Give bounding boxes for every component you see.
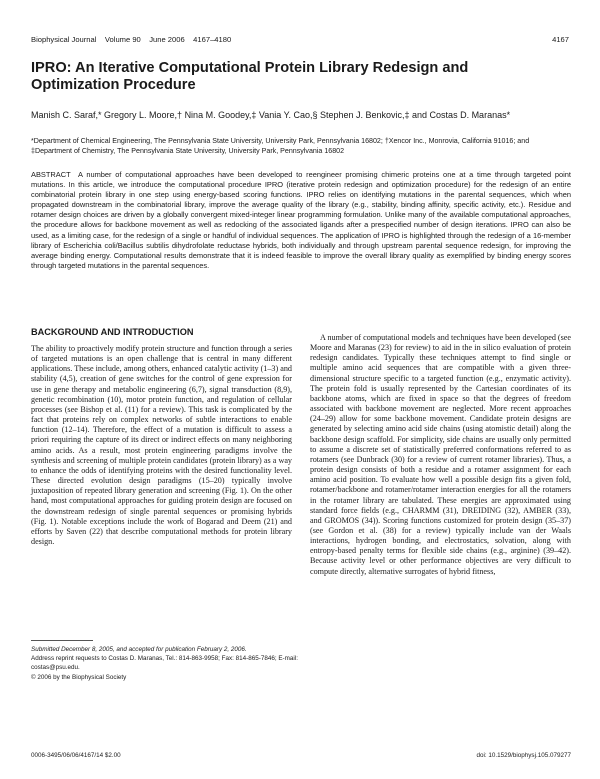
body-column-left: The ability to proactively modify protein structure and function through a series of targeted mutations is an open challenge that is central in many different applications. These include, among others, enhanced catalytic activity (1–3) and stability (4,5), creation of gene switches for the control of gene expression for use in gene therapy and metabolic engineering (6,7), signal transduction (8,9), genetic recombination (10), motor protein function, and regulation of cellular processes (see Bishop et al. (11) for a review). This task is complicated by the fact that proteins rely on complex networks of subtle interactions to enable function (12–14). Therefore, the effect of a mutation is difficult to assess a priori requiring the capture of its direct or indirect effects on many neighboring amino acids. As a result, most protein engineering paradigms involve the synthesis and screening of multiple protein candidates (protein library) as a way to enhance the odds of identifying proteins with the desired functionality level. These directed evolution design paradigms (15–20) typically involve juxtaposition of repeated library generation and screening (Fig. 1). On the other hand, most computational approaches for guiding protein design are focused on the downstream redesign of single parental sequences or promising hybrids (Fig. 1). Notable exceptions include the work of Bogarad and Deem (21) and efforts by Saven (22) that describe computational methods for protein library design. [31,344,292,546]
running-header [31,35,569,44]
journal-name: Biophysical Journal [31,35,97,44]
abstract-text: A number of computational approaches have been developed to reengineer promising chimeric proteins one at a time through targeted point mutations. In this article, we introduce the computational procedure IPRO (iterative protein redesign and optimization procedure) for the redesign of an entire combinatorial protein library in one step using energy-based scoring functions. IPRO relies on identifying mutations in the parental sequences, which when propagated downstream in the combinatorial library, improve the average quality of the library (e.g., stability, binding affinity, specific activity, etc.). Residue and rotamer design choices are driven by a globally convergent mixed-integer linear programming formulation. Unlike many of the available computational approaches, the procedure allows for backbone movement as well as redocking of the associated ligands after a prespecified number of design iterations. IPRO can also be used, as a limiting case, for the redesign of a single or handful of individual sequences. The application of IPRO is highlighted through the redesign of a 16-member library of Escherichia coli/Bacillus subtilis dihydrofolate reductase hybrids, both individually and through upstream parental sequence redesign, for improving the average binding energy. Computational results demonstrate that it is indeed feasible to improve the overall library quality as exemplified by binding energy scores through targeted mutations in the parental sequences. [31,170,571,270]
copyright-note: © 2006 by the Biophysical Society [31,674,127,682]
section-heading: BACKGROUND AND INTRODUCTION [31,327,194,337]
journal-date: June 2006 [149,35,185,44]
journal-volume: Volume 90 [104,35,141,44]
body-column-right: A number of computational models and techniques have been developed (see Moore and Maranas (23) for review) to aid in the in silico evaluation of protein redesign candidates. Typically these techniques attempt to find single or multiple amino acid sequences that are compatible with a given three-dimensional structure specific to a targeted function (e.g., enzymatic activity). The protein fold is usually represented by the Cartesian coordinates of its backbone atoms, which are fixed in space so that the degrees of freedom associated with backbone movement are neglected. More recent approaches (24–29) allow for some backbone movement. Candidate protein designs are generated by selecting amino acid side chains (using atomistic detail) along the backbone design scaffold. For simplicity, side chains are usually only permitted to assume a discrete set of statistically preferred conformations referred to as rotamers (see Dunbrack (30) for a review of current rotamer libraries). Thus, a protein design consists of both a residue and a rotamer assignment for each amino acid position. To evaluate how well a possible design fits a given fold, rotamer/backbone and rotamer/rotamer interaction energies for all the rotamers in the rotamer library are tabulated. These energies are approximated using standard force fields (e.g., CHARMM (31), DREIDING (32), AMBER (33), and GROMOS (34)). Scoring functions customized for protein design (35–37) (see Gordon et al. (38) for a review) typically include van der Waals interactions, hydrogen bonding, and electrostatics, solvation, along with entropy-based penalty terms for flexible side chains (e.g., arginine) (39–42). Because activity level or other performance objectives are very difficult to compute directly, alternative surrogates of hybrid fitness, [310,333,571,576]
author-list: Manish C. Saraf,* Gregory L. Moore,† Nina M. Goodey,‡ Vania Y. Cao,§ Stephen J. Benkovic,‡ and Costas D. Maranas* [31,110,511,120]
article-title: IPRO: An Iterative Computational Protein Library Redesign and Optimization Procedure [31,60,469,93]
issn-line: 0006-3495/06/06/4167/14 $2.00 [31,752,121,759]
abstract-label: ABSTRACT [31,170,71,179]
submission-note: Submitted December 8, 2005, and accepted for publication February 2, 2006. [31,646,247,653]
footnote-divider [31,640,93,641]
doi-line: doi: 10.1529/biophysj.105.079277 [476,752,571,759]
reprint-address: Address reprint requests to Costas D. Maranas, Tel.: 814-863-9958; Fax: 814-865-7846; E-mail: costas@psu.edu. [31,654,298,671]
page-range: 4167–4180 [193,35,232,44]
page-number: 4167 [552,35,569,44]
abstract [31,170,571,271]
affiliations: *Department of Chemical Engineering, The Pennsylvania State University, University Park, Pennsylvania 16802; †Xencor Inc., Monrovia, California 91016; and ‡Department of Chemistry, The Pennsylvania State University, University Park, Pennsylvania 16802 [31,137,530,155]
footnotes [31,646,301,683]
